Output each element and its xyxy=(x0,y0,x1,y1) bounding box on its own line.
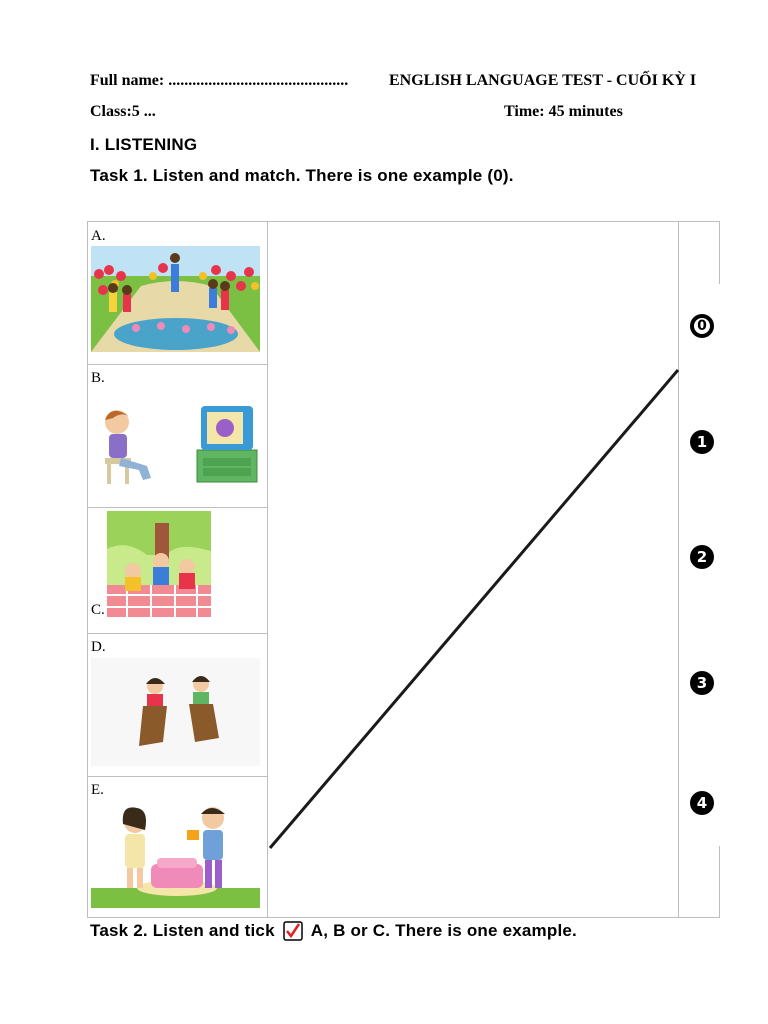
test-title: ENGLISH LANGUAGE TEST - CUỐI KỲ I xyxy=(389,72,697,89)
option-label-b: B. xyxy=(91,370,105,386)
table-edge-gap xyxy=(718,284,722,846)
example-match-line xyxy=(267,362,679,852)
row-divider xyxy=(88,507,267,508)
picture-sack-race xyxy=(91,658,260,766)
picture-watching-tv xyxy=(91,400,260,496)
picture-flower-garden xyxy=(91,246,260,352)
tick-box-icon xyxy=(283,921,303,941)
option-label-a: A. xyxy=(91,228,106,244)
number-marker-0: 0 xyxy=(690,314,714,338)
number-marker-2: 2 xyxy=(690,545,714,569)
option-label-e: E. xyxy=(91,782,104,798)
picture-picnic xyxy=(107,511,211,617)
time-limit: Time: 45 minutes xyxy=(504,103,623,120)
matching-table xyxy=(87,221,720,918)
full-name-field: Full name: ............................................. xyxy=(90,72,349,89)
row-divider xyxy=(88,776,267,777)
number-marker-4: 4 xyxy=(690,791,714,815)
task1-instruction: Task 1. Listen and match. There is one example (0). xyxy=(90,166,514,185)
picture-birthday-party xyxy=(91,800,260,908)
number-marker-1: 1 xyxy=(690,430,714,454)
option-label-c: C. xyxy=(91,602,105,618)
option-label-d: D. xyxy=(91,639,106,655)
task2-text-start: Task 2. Listen and tick xyxy=(90,921,275,940)
section-heading-listening: I. LISTENING xyxy=(90,135,198,154)
row-divider xyxy=(88,633,267,634)
class-field: Class:5 ... xyxy=(90,103,156,120)
row-divider xyxy=(88,364,267,365)
number-marker-3: 3 xyxy=(690,671,714,695)
task2-instruction xyxy=(90,921,577,941)
task2-text-end: A, B or C. There is one example. xyxy=(310,921,577,940)
